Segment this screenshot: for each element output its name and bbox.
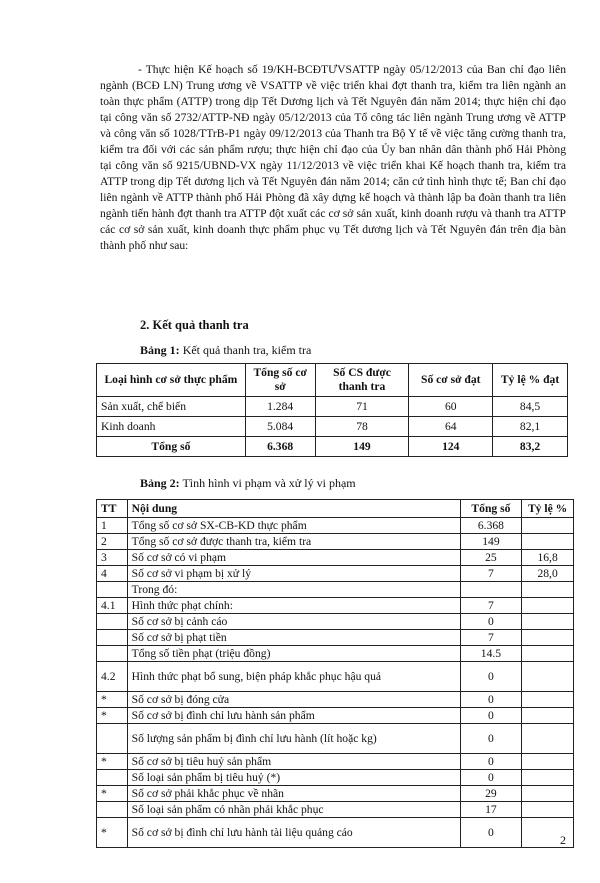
table-cell: * [97, 818, 128, 848]
table2-caption-text: Tình hình vi phạm và xử lý vi phạm [179, 476, 356, 490]
table2-header: Nội dung [127, 500, 460, 518]
table-cell: 60 [409, 397, 493, 417]
table-cell: 83,2 [493, 437, 568, 457]
table1-header: Loại hình cơ sở thực phẩm [97, 364, 246, 397]
table2-header: TT [97, 500, 128, 518]
table-cell: 7 [460, 566, 522, 582]
table1-caption-text: Kết quả thanh tra, kiểm tra [179, 343, 312, 357]
page-number: 2 [560, 833, 566, 847]
table-cell: Trong đó: [127, 582, 460, 598]
table-cell: 16,8 [522, 550, 574, 566]
table-cell [522, 692, 574, 708]
table-cell: * [97, 692, 128, 708]
table-cell: Số loại sản phẩm có nhãn phải khắc phục [127, 802, 460, 818]
table-row [97, 724, 574, 754]
table-cell [97, 802, 128, 818]
table-cell: Số lượng sản phẩm bị đình chỉ lưu hành (lít hoặc kg) [127, 724, 460, 754]
table-cell [97, 582, 128, 598]
table-row [97, 534, 574, 550]
table-cell [522, 646, 574, 662]
table-cell: Số cơ sở bị tiêu huỷ sản phẩm [127, 754, 460, 770]
table-cell: Số cơ sở bị phạt tiền [127, 630, 460, 646]
table1-caption [140, 343, 311, 358]
table-cell: 2 [97, 534, 128, 550]
table-row [97, 630, 574, 646]
table-row [97, 802, 574, 818]
table-cell [522, 614, 574, 630]
table-cell: 82,1 [493, 417, 568, 437]
table-cell: 0 [460, 662, 522, 692]
table-cell [522, 724, 574, 754]
table-cell: 25 [460, 550, 522, 566]
table-row [97, 417, 568, 437]
table-cell [522, 582, 574, 598]
table-cell: Hình thức phạt chính: [127, 598, 460, 614]
table-row [97, 754, 574, 770]
table-row [97, 598, 574, 614]
table-cell: * [97, 786, 128, 802]
table-cell: Số cơ sở vi phạm bị xử lý [127, 566, 460, 582]
table-cell: 0 [460, 692, 522, 708]
table-cell [97, 630, 128, 646]
table-cell: Số cơ sở có vi phạm [127, 550, 460, 566]
table-cell: 3 [97, 550, 128, 566]
table-cell: 6.368 [460, 518, 522, 534]
table-cell: 7 [460, 598, 522, 614]
table2-caption-label: Bảng 2: [140, 476, 180, 490]
table-cell [522, 802, 574, 818]
table-cell: Kinh doanh [97, 417, 246, 437]
section-heading: 2. Kết quả thanh tra [140, 318, 249, 332]
table-cell: 84,5 [493, 397, 568, 417]
table-cell: 64 [409, 417, 493, 437]
table2-caption [140, 476, 356, 491]
table-row [97, 397, 568, 417]
table-cell: 4 [97, 566, 128, 582]
table-cell: Số cơ sở bị đóng cửa [127, 692, 460, 708]
table-cell: 0 [460, 770, 522, 786]
table-row [97, 518, 574, 534]
table-cell: 5.084 [245, 417, 315, 437]
table-row [97, 614, 574, 630]
table-cell: * [97, 708, 128, 724]
table-cell: 28,0 [522, 566, 574, 582]
table-cell: 1 [97, 518, 128, 534]
table-cell: Tổng số [97, 437, 246, 457]
table-row [97, 770, 574, 786]
table1-header: Số CS được thanh tra [315, 364, 409, 397]
table-cell [522, 662, 574, 692]
inspection-results-table [96, 363, 568, 457]
table1-header: Tỷ lệ % đạt [493, 364, 568, 397]
table-cell [522, 630, 574, 646]
table-cell [522, 786, 574, 802]
table-cell: Sản xuất, chế biến [97, 397, 246, 417]
table-cell: Số cơ sở phải khắc phục về nhãn [127, 786, 460, 802]
table-cell [97, 646, 128, 662]
table-cell: * [97, 754, 128, 770]
table-cell: Tổng số cơ sở SX-CB-KD thực phẩm [127, 518, 460, 534]
table-row [97, 708, 574, 724]
table-row [97, 566, 574, 582]
violations-table [96, 499, 574, 848]
table-row [97, 786, 574, 802]
table-cell: 6.368 [245, 437, 315, 457]
table1-header: Tổng số cơ sở [245, 364, 315, 397]
table-cell: Số cơ sở bị đình chỉ lưu hành tài liệu quảng cáo [127, 818, 460, 848]
table1-total-row [97, 437, 568, 457]
table-cell: Số cơ sở bị cảnh cáo [127, 614, 460, 630]
table-cell: 0 [460, 614, 522, 630]
table-cell [522, 770, 574, 786]
table-cell: 0 [460, 724, 522, 754]
table2-header: Tỷ lệ % [522, 500, 574, 518]
table-cell: 78 [315, 417, 409, 437]
table2-header-row [97, 500, 574, 518]
table-cell: Tổng số tiền phạt (triệu đồng) [127, 646, 460, 662]
table-cell [460, 582, 522, 598]
table-cell [97, 614, 128, 630]
table2-header: Tổng số [460, 500, 522, 518]
table-row [97, 662, 574, 692]
table-cell: 17 [460, 802, 522, 818]
table1-header: Số cơ sở đạt [409, 364, 493, 397]
table-cell [522, 708, 574, 724]
table-row [97, 692, 574, 708]
table-cell: 4.2 [97, 662, 128, 692]
table-cell: 7 [460, 630, 522, 646]
table-row [97, 646, 574, 662]
table-cell: 1.284 [245, 397, 315, 417]
table-cell [522, 598, 574, 614]
table-cell [97, 724, 128, 754]
table1-header-row [97, 364, 568, 397]
table-cell: 4.1 [97, 598, 128, 614]
table-cell: Hình thức phạt bổ sung, biện pháp khắc phục hậu quả [127, 662, 460, 692]
table-cell: 149 [315, 437, 409, 457]
intro-paragraph: - Thực hiện Kế hoạch số 19/KH-BCĐTƯVSATTP ngày 05/12/2013 của Ban chỉ đạo liên ngành (BCĐ LN) Trung ương về VSATTP về việc triển khai đợt thanh tra, kiểm tra liên ngành an toàn thực phẩm (ATTP) trong dịp Tết Dương lịch và Tết Nguyên đán năm 2014; thực hiện chỉ đạo tại công văn số 2732/ATTP-NĐ ngày 05/12/2013 của Tổ công tác liên ngành Trung ương về ATTP và công văn số 1028/TTrB-P1 ngày 09/12/2013 của Thanh tra Bộ Y tế về việc tăng cường thanh tra, kiểm tra đối với các sản phẩm rượu; thực hiện chỉ đạo của Ủy ban nhân dân thành phố Hải Phòng tại công văn số 9215/UBND-VX ngày 11/12/2013 về việc triển khai Kế hoạch thanh tra, kiểm tra ATTP trong dịp Tết dương lịch và Tết Nguyên đán năm 2014; căn cứ tình hình thực tế; Ban chỉ đạo liên ngành về ATTP thành phố Hải Phòng đã xây dựng kế hoạch và thành lập ba đoàn thanh tra liên ngành tiến hành đợt thanh tra ATTP đột xuất các cơ sở sản xuất, kinh doanh rượu và thanh tra ATTP các cơ sở sản xuất, kinh doanh thực phẩm phục vụ Tết dương lịch và Tết Nguyên đán trên địa bàn thành phố như sau: [100, 63, 566, 252]
table-row [97, 582, 574, 598]
table-cell: 149 [460, 534, 522, 550]
table-cell: 0 [460, 754, 522, 770]
table-cell: 124 [409, 437, 493, 457]
table-cell [522, 754, 574, 770]
table-cell: 71 [315, 397, 409, 417]
table-cell: 29 [460, 786, 522, 802]
table-cell [522, 534, 574, 550]
table-cell: Số loại sản phẩm bị tiêu huỷ (*) [127, 770, 460, 786]
table-cell [97, 770, 128, 786]
table-cell [522, 518, 574, 534]
table-row [97, 818, 574, 848]
table-cell: 14.5 [460, 646, 522, 662]
table-cell: 0 [460, 708, 522, 724]
table1-caption-label: Bảng 1: [140, 343, 180, 357]
table-row [97, 550, 574, 566]
table-cell: Số cơ sở bị đình chỉ lưu hành sản phẩm [127, 708, 460, 724]
table-cell: Tổng số cơ sở được thanh tra, kiểm tra [127, 534, 460, 550]
table-cell: 0 [460, 818, 522, 848]
